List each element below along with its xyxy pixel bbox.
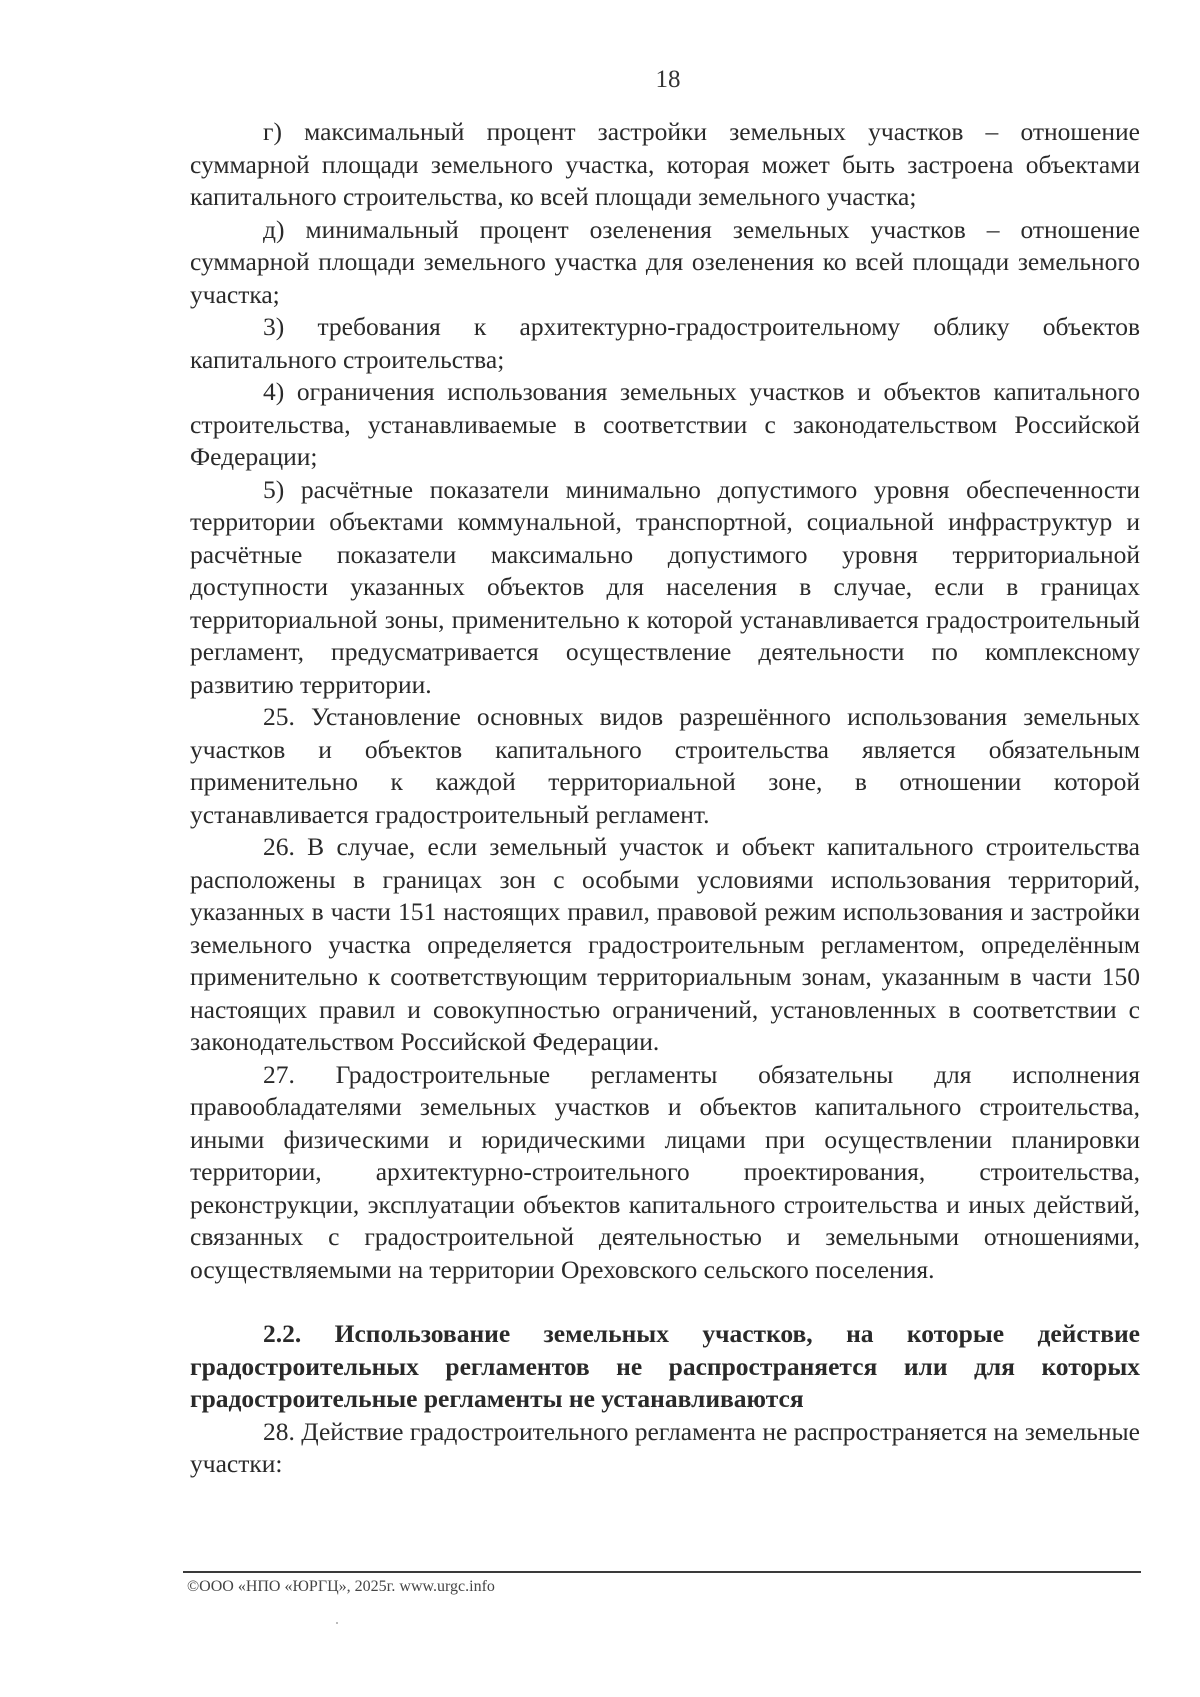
footer-copyright: ©ООО «НПО «ЮРГЦ», 2025г. www.urgc.info (187, 1578, 495, 1595)
footer-divider (183, 1571, 1141, 1573)
paragraph-5: 5) расчётные показатели минимально допустимого уровня обеспеченности территории объектами коммунальной, транспортной, социальной инфраструктур и расчётные показатели максимально допустимого уровня территориальной доступности указанных объектов для населения в случае, если в границах территориальной зоны, применительно к которой устанавливается градостроительный регламент, предусматривается осуществление деятельности по комплексному развитию территории. (190, 474, 1140, 699)
page-number: 18 (655, 66, 681, 93)
paragraph-27: 27. Градостроительные регламенты обязательны для исполнения правообладателями земельных участков и объектов капитального строительства, иными физическими и юридическими лицами при осуществлении планировки территории, архитектурно-строительного проектирования, строительства, реконструкции, эксплуатации объектов капитального строительства и иных действий, связанных с градостроительной деятельностью и земельными отношениями, осуществляемыми на территории Ореховского сельского поселения. (190, 1059, 1140, 1284)
section-heading: 2.2. Использование земельных участков, на которые действие градостроительных регламентов не распространяется или для которых градостроительные регламенты не устанавливаются (190, 1319, 1140, 1413)
paragraph-g: г) максимальный процент застройки земельных участков – отношение суммарной площади земельного участка, которая может быть застроена объектами капитального строительства, ко всей площади земельного участка; (190, 117, 1140, 211)
paragraph-3: 3) требования к архитектурно-градостроительному облику объектов капитального строительства; (190, 312, 1140, 374)
paragraph-4: 4) ограничения использования земельных участков и объектов капитального строительства, устанавливаемые в соответствии с законодательством Российской Федерации; (190, 377, 1140, 471)
paragraph-25: 25. Установление основных видов разрешённого использования земельных участков и объектов капитального строительства является обязательным применительно к каждой территориальной зоне, в отношении которой устанавливается градостроительный регламент. (190, 702, 1140, 829)
paragraph-26: 26. В случае, если земельный участок и объект капитального строительства расположены в границах зон с особыми условиями использования территорий, указанных в части 151 настоящих правил, правовой режим использования и застройки земельного участка определяется градостроительным регламентом, определённым применительно к соответствующим территориальным зонам, указанным в части 150 настоящих правил и совокупностью ограничений, установленных в соответствии с законодательством Российской Федерации. (190, 832, 1140, 1056)
scan-speck (336, 1622, 338, 1624)
paragraph-28: 28. Действие градостроительного регламента не распространяется на земельные участки: (190, 1416, 1140, 1478)
paragraph-d: д) минимальный процент озеленения земельных участков – отношение суммарной площади земельного участка для озеленения ко всей площади земельного участка; (190, 214, 1140, 309)
document-body (190, 116, 1140, 1481)
